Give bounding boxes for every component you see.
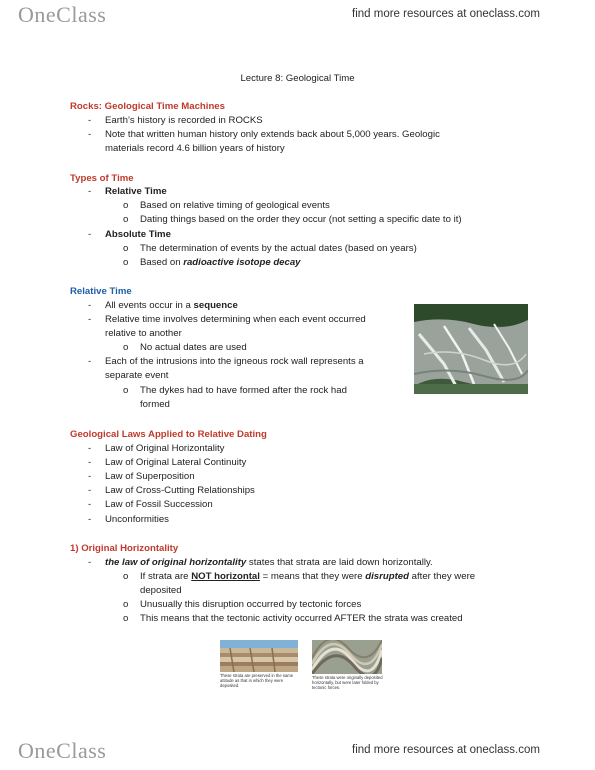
- bullet-dash: -: [88, 115, 92, 126]
- section-heading-relative-time: Relative Time: [70, 286, 132, 297]
- bullet-dash: -: [88, 471, 92, 482]
- text-run: = means that they were: [259, 571, 366, 582]
- sub-bullet-text: The determination of events by the actual dates (based on years): [140, 243, 417, 254]
- bullet-dash: -: [88, 314, 92, 325]
- bullet-text: [105, 556, 433, 570]
- text-run: All events occur in a: [105, 300, 194, 311]
- emphasis-disrupted: disrupted: [365, 571, 409, 582]
- sub-bullet-text: [140, 570, 475, 584]
- sub-bullet-icon: o: [123, 599, 129, 610]
- horizontal-strata-photo: [220, 640, 298, 672]
- bullet-text-cont: relative to another: [105, 328, 182, 339]
- subheading-absolute-time: Absolute Time: [105, 229, 171, 240]
- sub-bullet-text: This means that the tectonic activity occurred AFTER the strata was created: [140, 613, 463, 624]
- emphasis-not-horizontal: NOT horizontal: [191, 571, 260, 582]
- bullet-text: Note that written human history only extends back about 5,000 years. Geologic: [105, 129, 440, 140]
- bullet-dash: -: [88, 229, 92, 240]
- text-run: If strata are: [140, 571, 192, 582]
- emphasis-law-name: the law of original: [105, 557, 190, 568]
- bullet-dash: -: [88, 443, 92, 454]
- law-item: Law of Original Lateral Continuity: [105, 457, 247, 468]
- law-item: Law of Original Horizontality: [105, 443, 225, 454]
- header-resources-link[interactable]: find more resources at oneclass.com: [352, 8, 540, 20]
- sub-bullet-icon: o: [123, 613, 129, 624]
- sub-bullet-icon: o: [123, 342, 129, 353]
- oneclass-logo-footer[interactable]: OneClass: [18, 738, 107, 763]
- folded-strata-caption: These strata were originally deposited horizontally, but were later folded by tectonic forces.: [312, 675, 383, 690]
- sub-bullet-text: [140, 256, 301, 270]
- sub-bullet-icon: o: [123, 200, 129, 211]
- igneous-rock-wall-photo: [414, 304, 528, 394]
- rock-wall-illustration: [414, 304, 528, 394]
- sub-bullet-icon: o: [123, 214, 129, 225]
- text-run: Based on: [140, 257, 184, 268]
- sub-bullet-icon: o: [123, 385, 129, 396]
- sub-bullet-text-cont: deposited: [140, 585, 182, 596]
- section-heading-geological-laws: Geological Laws Applied to Relative Dating: [70, 429, 267, 440]
- bullet-text: Relative time involves determining when each event occurred: [105, 314, 366, 325]
- bullet-dash: -: [88, 186, 92, 197]
- bullet-text-cont: materials record 4.6 billion years of history: [105, 143, 285, 154]
- section-heading-types-of-time: Types of Time: [70, 173, 134, 184]
- sub-bullet-text: The dykes had to have formed after the rock had: [140, 385, 347, 396]
- folded-strata-illustration: [312, 640, 382, 674]
- sub-bullet-text: Dating things based on the order they occur (not setting a specific date to it): [140, 214, 462, 225]
- sub-bullet-icon: o: [123, 571, 129, 582]
- law-item: Law of Cross-Cutting Relationships: [105, 485, 255, 496]
- horizontal-strata-caption: These strata are preserved in the same attitude as that in which they were deposited.: [220, 673, 294, 688]
- bullet-dash: -: [88, 457, 92, 468]
- law-item: Law of Fossil Succession: [105, 499, 213, 510]
- page-title: Lecture 8: Geological Time: [240, 73, 355, 84]
- bullet-dash: -: [88, 300, 92, 311]
- bullet-text: Earth’s history is recorded in ROCKS: [105, 115, 263, 126]
- subheading-relative-time: Relative Time: [105, 186, 167, 197]
- emphasis-horizontality: horizontality: [189, 557, 247, 568]
- bullet-dash: -: [88, 514, 92, 525]
- sub-bullet-text: No actual dates are used: [140, 342, 247, 353]
- bullet-dash: -: [88, 356, 92, 367]
- horizontal-strata-illustration: [220, 640, 298, 672]
- oneclass-logo[interactable]: OneClass: [18, 2, 107, 27]
- sub-bullet-text: Based on relative timing of geological events: [140, 200, 330, 211]
- section-heading-original-horizontality: 1) Original Horizontality: [70, 543, 179, 554]
- sub-bullet-text: Unusually this disruption occurred by tectonic forces: [140, 599, 362, 610]
- bullet-text: [105, 299, 238, 313]
- bullet-dash: -: [88, 499, 92, 510]
- sub-bullet-text-cont: formed: [140, 399, 170, 410]
- bullet-dash: -: [88, 485, 92, 496]
- folded-strata-photo: [312, 640, 382, 674]
- emphasis-sequence: sequence: [193, 300, 238, 311]
- bullet-text: Each of the intrusions into the igneous rock wall represents a: [105, 356, 364, 367]
- sub-bullet-icon: o: [123, 243, 129, 254]
- law-item: Unconformities: [105, 514, 169, 525]
- sub-bullet-icon: o: [123, 257, 129, 268]
- bullet-dash: -: [88, 129, 92, 140]
- bullet-dash: -: [88, 557, 92, 568]
- section-heading-rocks: Rocks: Geological Time Machines: [70, 101, 225, 112]
- bullet-text-cont: separate event: [105, 370, 169, 381]
- text-run: states that strata are laid down horizontally.: [246, 557, 433, 568]
- emphasis-isotope-decay: radioactive isotope decay: [183, 257, 301, 268]
- footer-resources-link[interactable]: find more resources at oneclass.com: [352, 744, 540, 756]
- law-item: Law of Superposition: [105, 471, 195, 482]
- text-run: after they were: [408, 571, 476, 582]
